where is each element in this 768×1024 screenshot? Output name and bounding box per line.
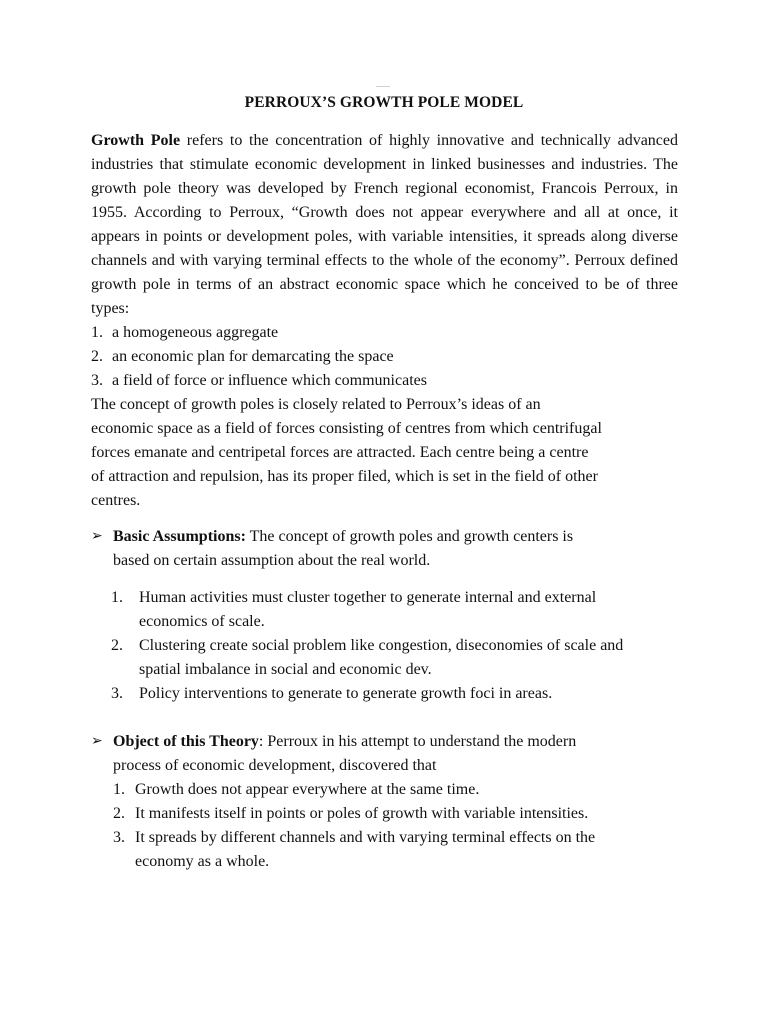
assumptions-list bbox=[111, 586, 678, 706]
assumptions-intro-line: Basic Assumptions: The concept of growth poles and growth centers is bbox=[113, 528, 574, 545]
intro-text: refers to the concentration of highly innovative and technically advanced industries that stimulate economic development in linked businesses and industries. The growth pole theory was developed by French regional economist, Francois Perroux, in 1955. According to Perroux, “Growth does not appear everywhere and all at once, it appears in points or development poles, with variable intensities, it spreads along diverse channels and with varying terminal effects to the whole of the economy”. Perroux defined growth pole in terms of an abstract economic space which he conceived to be of three types: bbox=[91, 132, 678, 317]
space-types-list bbox=[91, 321, 678, 393]
concept-line: centres. bbox=[91, 492, 141, 509]
concept-paragraph bbox=[91, 393, 678, 513]
objective-list bbox=[113, 778, 678, 874]
list-item: 2. It manifests itself in points or poles of growth with variable intensities. bbox=[113, 805, 589, 822]
intro-paragraph bbox=[91, 129, 678, 321]
intro-term: Growth Pole bbox=[91, 132, 181, 149]
arrow-bullet-icon: ➢ bbox=[91, 529, 103, 544]
header-mark bbox=[376, 86, 390, 87]
concept-line: The concept of growth poles is closely related to Perroux’s ideas of an bbox=[91, 396, 541, 413]
assumptions-intro-line: based on certain assumption about the real world. bbox=[113, 552, 431, 569]
concept-line: economic space as a field of forces consisting of centres from which centrifugal bbox=[91, 420, 602, 437]
list-item: 1. Human activities must cluster together to generate internal and external economics of scale. bbox=[111, 589, 597, 630]
list-item: 3. Policy interventions to generate to generate growth foci in areas. bbox=[111, 685, 553, 702]
list-item: 1. Growth does not appear everywhere at the same time. bbox=[113, 781, 480, 798]
objective-section bbox=[91, 730, 678, 778]
assumptions-section bbox=[91, 525, 678, 573]
page-title: PERROUX’S GROWTH POLE MODEL bbox=[244, 94, 524, 111]
concept-line: forces emanate and centripetal forces are attracted. Each centre being a centre bbox=[91, 444, 589, 461]
objective-heading: Object of this Theory bbox=[113, 733, 259, 750]
list-item: 2. Clustering create social problem like congestion, diseconomies of scale and spatial imbalance in social and economic dev. bbox=[111, 637, 624, 678]
assumptions-heading: Basic Assumptions: bbox=[113, 528, 246, 545]
concept-line: of attraction and repulsion, has its proper filed, which is set in the field of other bbox=[91, 468, 598, 485]
list-item: 3. It spreads by different channels and with varying terminal effects on the economy as a whole. bbox=[113, 829, 596, 870]
list-item: 3. a field of force or influence which communicates bbox=[91, 372, 427, 389]
objective-intro-line: process of economic development, discovered that bbox=[113, 757, 437, 774]
list-item: 1. a homogeneous aggregate bbox=[91, 324, 279, 341]
objective-intro-line: Object of this Theory: Perroux in his attempt to understand the modern bbox=[113, 733, 577, 750]
arrow-bullet-icon: ➢ bbox=[91, 734, 103, 749]
list-item: 2. an economic plan for demarcating the space bbox=[91, 348, 394, 365]
